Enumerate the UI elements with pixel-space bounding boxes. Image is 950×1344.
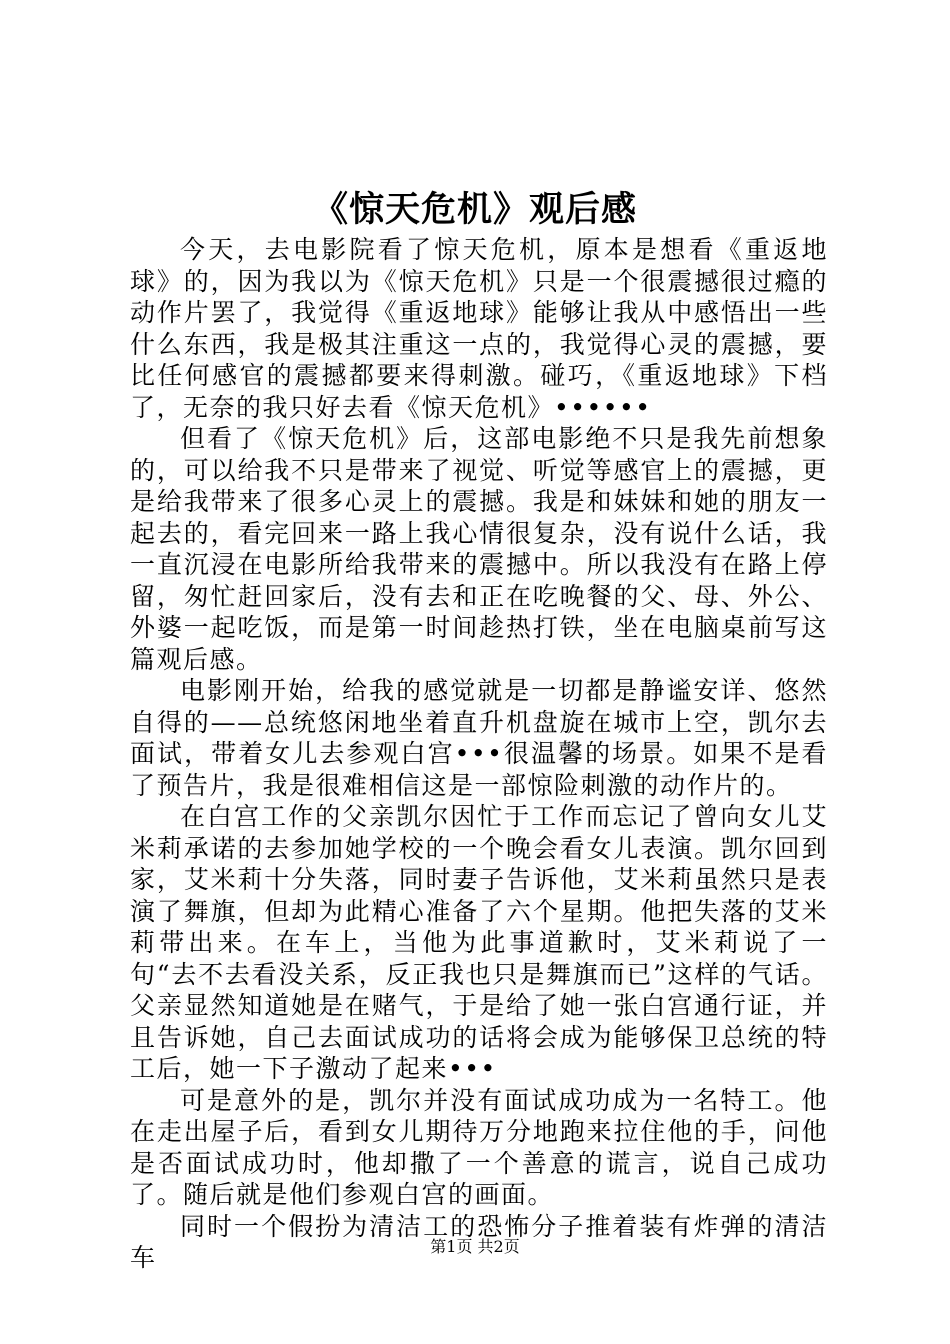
- paragraph: 但看了《惊天危机》后，这部电影绝不只是我先前想象的，可以给我不只是带来了视觉、听觉等感官上的震撼，更是给我带来了很多心灵上的震撼。我是和妹妹和她的朋友一起去的，看完回来一路上我心情很复杂，没有说什么话，我一直沉浸在电影所给我带来的震撼中。所以我没有在路上停留，匆忙赶回家后，没有去和正在吃晚餐的父、母、外公、外婆一起吃饭，而是第一时间趁热打铁，坐在电脑桌前写这篇观后感。: [130, 424, 828, 674]
- paragraph: 今天，去电影院看了惊天危机，原本是想看《重返地球》的，因为我以为《惊天危机》只是一个很震撼很过瘾的动作片罢了，我觉得《重返地球》能够让我从中感悟出一些什么东西，我是极其注重这一点的，我觉得心灵的震撼，要比任何感官的震撼都要来得刺激。碰巧，《重返地球》下档了，无奈的我只好去看《惊天危机》••••••: [130, 235, 828, 422]
- document-title: 《惊天危机》观后感: [312, 189, 637, 230]
- paragraph: 电影刚开始，给我的感觉就是一切都是静谧安详、悠然自得的——总统悠闲地坐着直升机盘旋在城市上空，凯尔去面试，带着女儿去参观白宫•••很温馨的场景。如果不是看了预告片，我是很难相信这是一部惊险刺激的动作片的。: [130, 676, 828, 800]
- document-body: [130, 234, 828, 1274]
- paragraph: 在白宫工作的父亲凯尔因忙于工作而忘记了曾向女儿艾米莉承诺的去参加她学校的一个晚会看女儿表演。凯尔回到家，艾米莉十分失落，同时妻子告诉他，艾米莉虽然只是表演了舞旗，但却为此精心准备了六个星期。他把失落的艾米莉带出来。在车上，当他为此事道歉时，艾米莉说了一句“去不去看没关系，反正我也只是舞旗而已”这样的气话。父亲显然知道她是在赌气，于是给了她一张白宫通行证，并且告诉她，自己去面试成功的话将会成为能够保卫总统的特工后，她一下子激动了起来•••: [130, 802, 828, 1083]
- paragraph: 同时一个假扮为清洁工的恐怖分子推着装有炸弹的清洁车: [130, 1211, 828, 1272]
- page-footer: 第1页 共2页: [430, 1237, 520, 1256]
- paragraph: 可是意外的是，凯尔并没有面试成功成为一名特工。他在走出屋子后，看到女儿期待万分地跑来拉住他的手，问他是否面试成功时，他却撒了一个善意的谎言，说自己成功了。随后就是他们参观白宫的画面。: [130, 1085, 828, 1209]
